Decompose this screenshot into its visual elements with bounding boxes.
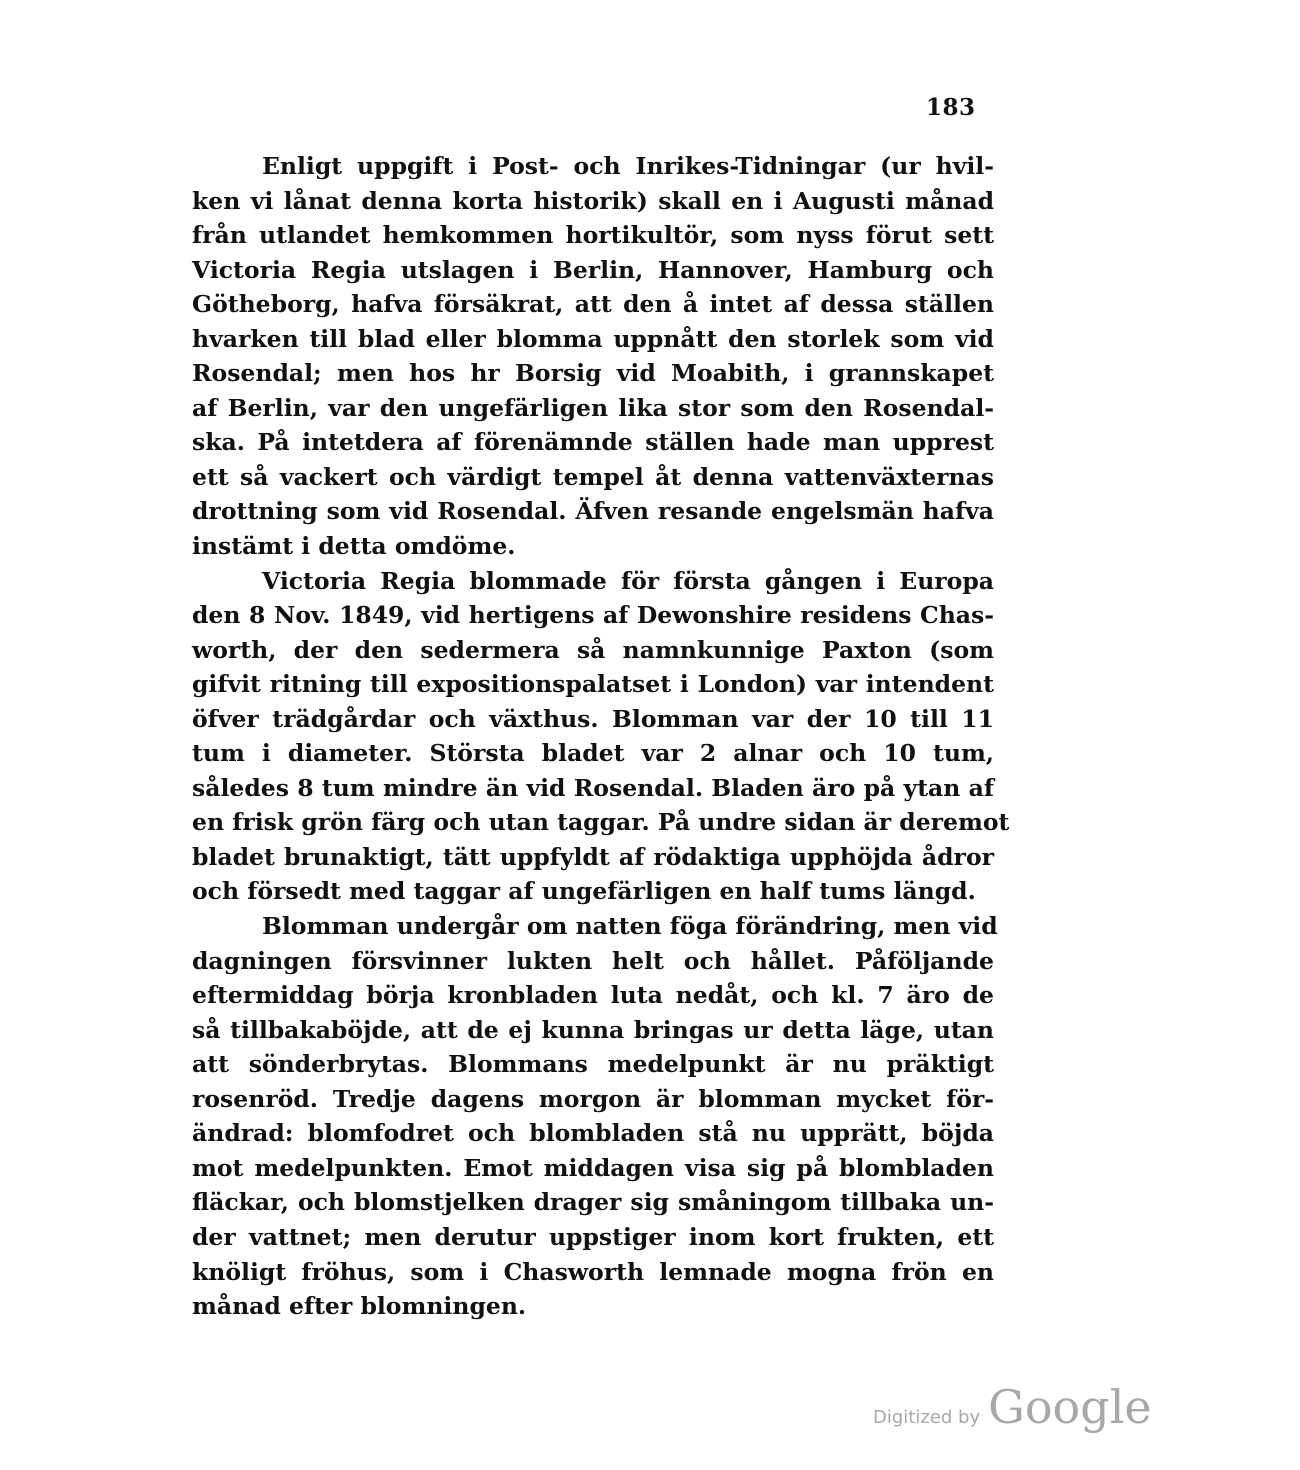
text-line: der vattnet; men derutur uppstiger inom kort frukten, ett xyxy=(192,1222,994,1251)
text-line: drottning som vid Rosendal. Äfven resande engelsmän hafva xyxy=(192,497,994,526)
text-line: således 8 tum mindre än vid Rosendal. Bladen äro på ytan af xyxy=(192,773,994,802)
text-line: månad efter blomningen. xyxy=(192,1292,527,1321)
text-line: Victoria Regia utslagen i Berlin, Hannover, Hamburg och xyxy=(192,255,994,284)
text-line: fläckar, och blomstjelken drager sig småningom tillbaka un- xyxy=(192,1188,994,1217)
text-line: att sönderbrytas. Blommans medelpunkt är nu präktigt xyxy=(192,1050,994,1079)
text-line: ändrad: blomfodret och blombladen stå nu upprätt, böjda xyxy=(192,1119,994,1148)
text-line: från utlandet hemkommen hortikultör, som nyss förut sett xyxy=(192,221,994,250)
text-line: Blomman undergår om natten föga förändring, men vid xyxy=(262,912,998,941)
text-line: bladet brunaktigt, tätt uppfyldt af rödaktiga upphöjda ådror xyxy=(192,842,994,871)
text-line: instämt i detta omdöme. xyxy=(192,532,516,561)
body-text xyxy=(192,149,1010,1324)
text-line: gifvit ritning till expositionspalatset i London) var intendent xyxy=(192,670,994,699)
watermark-prefix: Digitized by xyxy=(873,1407,981,1428)
text-line: Victoria Regia blommade för första gången i Europa xyxy=(262,566,994,595)
text-line: mot medelpunkten. Emot middagen visa sig på blombladen xyxy=(192,1153,994,1182)
text-line: knöligt fröhus, som i Chasworth lemnade mogna frön en xyxy=(192,1257,994,1286)
text-line: öfver trädgårdar och växthus. Blomman var der 10 till 11 xyxy=(192,704,994,733)
text-line: worth, der den sedermera så namnkunnige Paxton (som xyxy=(192,635,994,664)
text-line: dagningen försvinner lukten helt och hållet. Påföljande xyxy=(192,946,994,975)
google-logo: Google xyxy=(988,1380,1152,1434)
text-line: tum i diameter. Största bladet var 2 alnar och 10 tum, xyxy=(192,739,994,768)
text-line: så tillbakaböjde, att de ej kunna bringas ur detta läge, utan xyxy=(192,1015,994,1044)
text-line: den 8 Nov. 1849, vid hertigens af Dewonshire residens Chas- xyxy=(192,601,994,630)
text-line: Götheborg, hafva försäkrat, att den å intet af dessa ställen xyxy=(192,290,994,319)
text-line: ska. På intetdera af förenämnde ställen hade man upprest xyxy=(192,428,994,457)
digitized-watermark xyxy=(873,1380,1152,1440)
text-line: ett så vackert och värdigt tempel åt denna vattenväxternas xyxy=(192,462,994,491)
text-line: och försedt med taggar af ungefärligen en half tums längd. xyxy=(192,877,976,906)
text-line: rosenröd. Tredje dagens morgon är blomman mycket för- xyxy=(192,1084,994,1113)
text-line: hvarken till blad eller blomma uppnått den storlek som vid xyxy=(192,324,994,353)
text-line: Rosendal; men hos hr Borsig vid Moabith, i grannskapet xyxy=(192,359,994,388)
text-line: en frisk grön färg och utan taggar. På undre sidan är deremot xyxy=(192,808,1010,837)
text-line: af Berlin, var den ungefärligen lika stor som den Rosendal- xyxy=(192,393,994,422)
text-line: eftermiddag börja kronbladen luta nedåt, och kl. 7 äro de xyxy=(192,981,994,1010)
text-line: ken vi lånat denna korta historik) skall en i Augusti månad xyxy=(192,186,994,215)
text-line: Enligt uppgift i Post- och Inrikes-Tidningar (ur hvil- xyxy=(262,152,994,180)
page-number: 183 xyxy=(926,94,976,121)
